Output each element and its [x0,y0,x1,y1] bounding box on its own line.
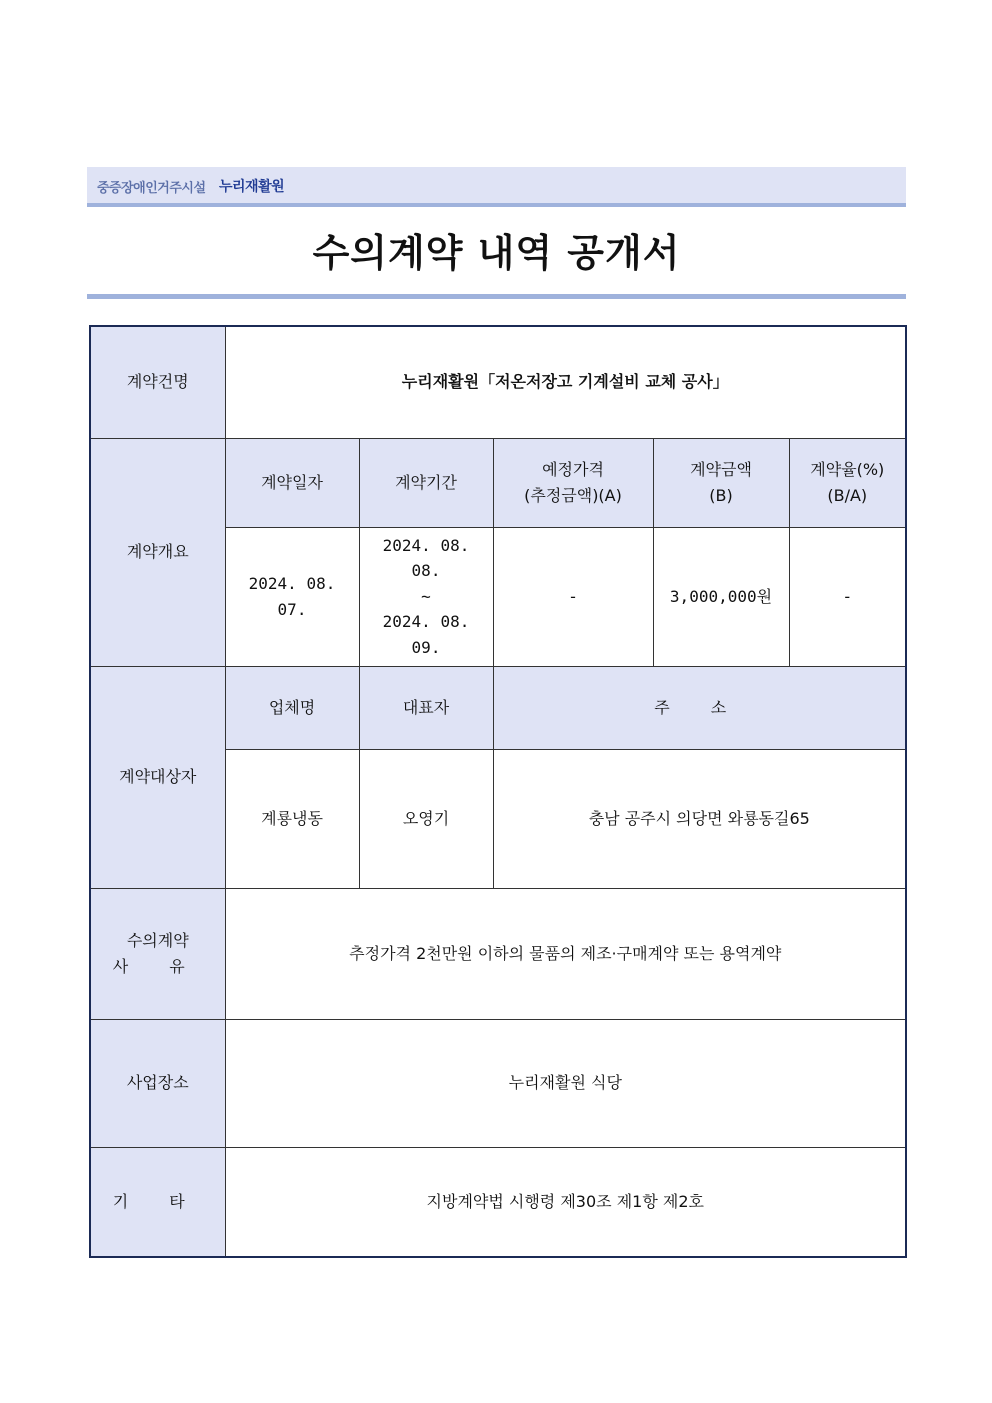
etc-label [90,1147,225,1257]
header-address [493,666,906,749]
contract-table [89,325,907,1258]
header-estimated-line2: (추정금액)(A) [524,485,622,505]
header-estimated-line1: 예정가격 [542,459,604,479]
estimated-price-value: - [493,527,653,666]
row-etc [90,1147,906,1257]
company-value: 계룡냉동 [225,749,359,888]
counterparty-label: 계약대상자 [90,666,225,888]
header-amount-line2: (B) [709,485,733,505]
contract-rate-value: - [789,527,906,666]
header-amount-line1: 계약금액 [690,459,752,479]
row-overview-header [90,438,906,527]
contract-period-value [359,527,493,666]
row-contract-name [90,326,906,438]
header-estimated-price [493,438,653,527]
period-end: 2024. 08. 09. [382,612,470,657]
contract-date-value: 2024. 08. 07. [225,527,359,666]
reason-label [90,888,225,1019]
reason-label-line2: 사 유 [112,956,203,976]
site-label: 사업장소 [90,1019,225,1147]
header-contract-rate [789,438,906,527]
header-rate-line2: (B/A) [827,485,868,505]
address-value: 충남 공주시 의당면 와룡동길65 [493,749,906,888]
representative-value: 오영기 [359,749,493,888]
row-counterparty-header [90,666,906,749]
header-contract-period: 계약기간 [359,438,493,527]
title-divider [87,294,906,299]
period-start: 2024. 08. 08. [382,535,470,581]
header-representative: 대표자 [359,666,493,749]
org-type: 중증장애인거주시설 [97,181,206,196]
org-name: 누리재활원 [219,179,285,195]
header-company: 업체명 [225,666,359,749]
page-title: 수의계약 내역 공개서 [312,231,681,275]
reason-value: 추정가격 2천만원 이하의 물품의 제조·구매계약 또는 용역계약 [225,888,906,1019]
header-banner [87,167,906,207]
contract-name-label: 계약건명 [90,326,225,438]
contract-amount-value: 3,000,000원 [653,527,789,666]
period-separator: ~ [421,586,431,606]
etc-value: 지방계약법 시행령 제30조 제1항 제2호 [225,1147,906,1257]
header-contract-date: 계약일자 [225,438,359,527]
contract-name-value: 누리재활원「저온저장고 기계설비 교체 공사」 [225,326,906,438]
header-rate-line1: 계약율(%) [810,459,885,479]
row-reason [90,888,906,1019]
row-site [90,1019,906,1147]
header-contract-amount [653,438,789,527]
header-address-text: 주 소 [654,697,745,717]
reason-label-line1: 수의계약 [126,930,189,950]
site-value: 누리재활원 식당 [225,1019,906,1147]
overview-label: 계약개요 [90,438,225,666]
etc-label-text: 기 타 [112,1191,203,1211]
